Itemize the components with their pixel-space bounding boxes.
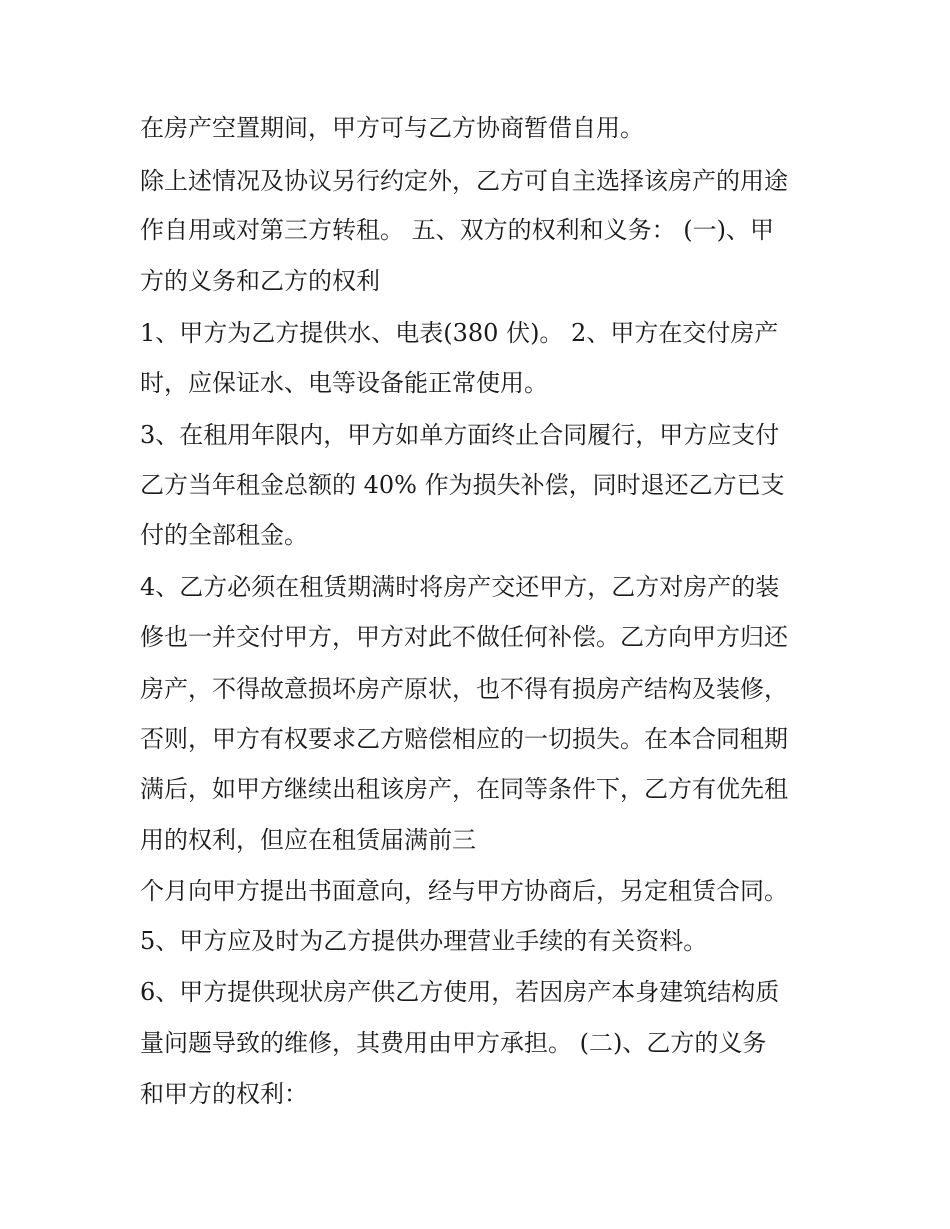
- text-line: 除上述情况及协议另行约定外，乙方可自主选择该房产的用途: [140, 167, 788, 195]
- text-line: 在房产空置期间，甲方可与乙方协商暂借自用。: [140, 114, 644, 142]
- text-line: 3、在租用年限内，甲方如单方面终止合同履行，甲方应支付: [140, 421, 780, 449]
- text-line: 否则，甲方有权要求乙方赔偿相应的一切损失。在本合同租期: [140, 725, 788, 753]
- text-line: 乙方当年租金总额的 40% 作为损失补偿，同时退还乙方已支: [140, 471, 785, 499]
- text-line: 房产，不得故意损坏房产原状，也不得有损房产结构及装修，: [140, 675, 788, 703]
- text-line: 用的权利，但应在租赁届满前三: [140, 826, 476, 854]
- text-line: 1、甲方为乙方提供水、电表(380 伏)。 2、甲方在交付房产: [140, 319, 779, 347]
- text-line: 6、甲方提供现状房产供乙方使用，若因房产本身建筑结构质: [140, 978, 780, 1006]
- text-line: 和甲方的权利：: [140, 1080, 308, 1108]
- text-line: 5、甲方应及时为乙方提供办理营业手续的有关资料。: [140, 927, 708, 955]
- text-line: 时，应保证水、电等设备能正常使用。: [140, 369, 548, 397]
- text-line: 量问题导致的维修，其费用由甲方承担。 (二)、乙方的义务: [140, 1029, 767, 1057]
- text-line: 付的全部租金。: [140, 521, 308, 549]
- text-line: 4、乙方必须在租赁期满时将房产交还甲方，乙方对房产的装: [140, 573, 780, 601]
- text-line: 个月向甲方提出书面意向，经与甲方协商后，另定租赁合同。: [140, 877, 788, 905]
- text-line: 方的义务和乙方的权利: [140, 267, 380, 295]
- text-line: 修也一并交付甲方，甲方对此不做任何补偿。乙方向甲方归还: [140, 623, 788, 651]
- text-line: 满后，如甲方继续出租该房产，在同等条件下，乙方有优先租: [140, 775, 788, 803]
- text-line: 作自用或对第三方转租。 五、双方的权利和义务： (一)、甲: [140, 216, 774, 244]
